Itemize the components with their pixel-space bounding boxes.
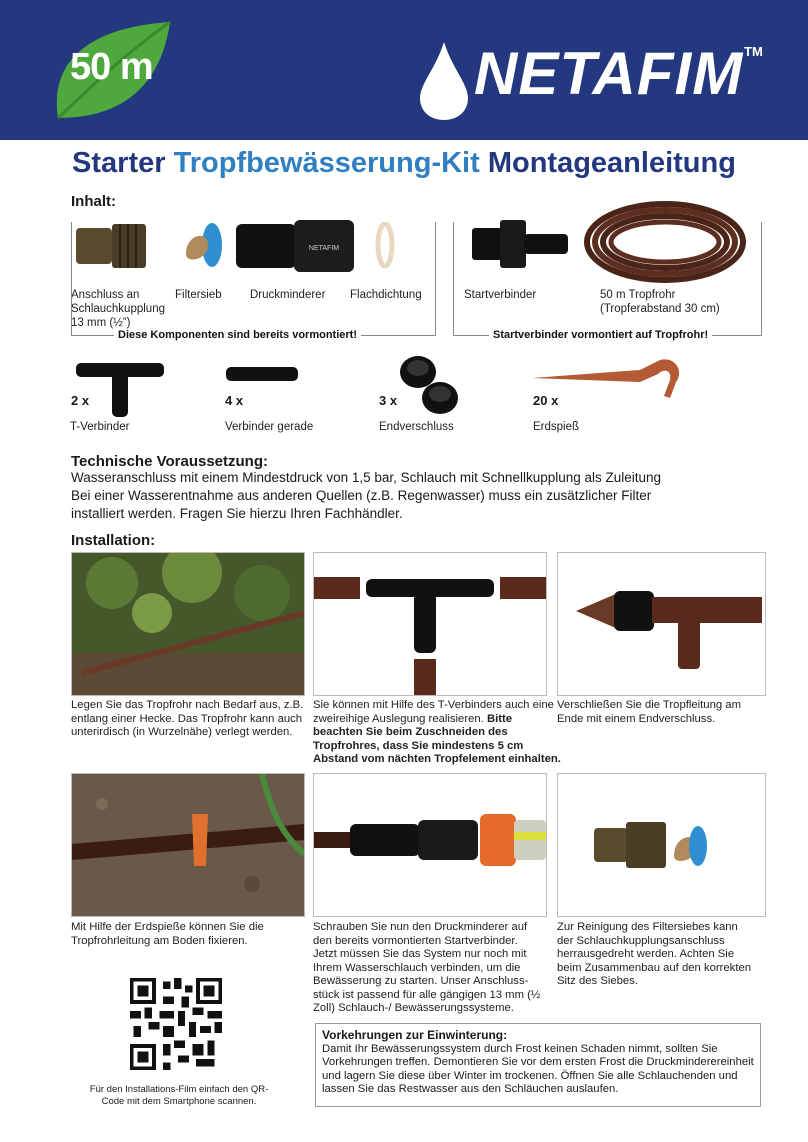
step-photo-hedge (71, 552, 305, 696)
step-photo-pressure-reducer (313, 773, 547, 917)
winter-text: Damit Ihr Bewässerungssystem durch Frost keinen Schaden nimmt, sollten Sie Vorkehrungen treffen. Demontieren Sie vor dem ersten Frost die Druckminderereinheit und lagern Sie diese über Winter im trockenen. Öffnen Sie alle Schlauchenden und lassen Sie das Restwasser aus den Schläuchen auslaufen. (322, 1042, 754, 1095)
length-badge: 50 m (70, 46, 153, 88)
step-caption: Schrauben Sie nun den Druckminderer auf den bereits vormontierten Startverbinder. Jetzt müssen Sie das System nur noch mit Ihrem Wasserschlauch verbinden, um die Bewässerung zu starten. Unser Anschlussstück ist passend für alle gängigen 13 mm (½ Zoll) Schlauch-/ Bewässerungssysteme. (313, 921, 541, 1014)
straight-connector-icon (224, 365, 300, 383)
tech-text: Wasseranschluss mit einem Mindestdruck von 1,5 bar, Schlauch mit Schnellkupplung als Zuleitung Bei einer Wasserentnahme aus anderen Quellen (z.B. Regenwasser) muss ein zusätzlicher Filter installiert werden. Fragen Sie hierzu Ihren Fachhändler. (71, 470, 662, 521)
extra-qty: 3 x (379, 393, 398, 408)
page-title: Starter Tropfbewässerung-Kit Montageanleitung (72, 147, 736, 179)
step-photo-t-connector (313, 552, 547, 696)
trademark: TM (744, 44, 763, 59)
group1-note: Diese Komponenten sind bereits vormontiert! (114, 329, 361, 341)
extra-label: Erdspieß (533, 421, 580, 433)
item-label: Flachdichtung (350, 289, 422, 301)
water-drop-icon (418, 40, 470, 122)
brand-logo: NETAFIM (474, 40, 744, 107)
contents-heading: Inhalt: (71, 193, 116, 210)
step-caption: Mit Hilfe der Erdspieße können Sie die Tropfrohrleitung am Boden fixieren. (71, 921, 264, 947)
item-label: Anschluss an Schlauchkupplung 13 mm (½”) (71, 289, 165, 329)
extra-label: Endverschluss (379, 421, 454, 433)
step-photo-ground-stake (71, 773, 305, 917)
step-caption: Sie können mit Hilfe des T-Verbinders auch eine zweireihige Auslegung realisieren. Bitte beachten Sie beim Zuschneiden des Tropfrohres, dass Sie mindestens 5 cm Abstand vom nächten Tropfelement einhalten. (313, 699, 561, 765)
extra-qty: 20 x (533, 393, 559, 408)
group2-note: Startverbinder vormontiert auf Tropfrohr! (489, 329, 712, 341)
qr-caption: Für den Installations-Film einfach den QR-Code mit dem Smartphone scannen. (89, 1084, 269, 1107)
t-connector-icon (74, 355, 166, 419)
extra-label: Verbinder gerade (225, 421, 314, 433)
extra-qty: 4 x (225, 393, 244, 408)
installation-heading: Installation: (71, 532, 156, 549)
winter-heading: Vorkehrungen zur Einwinterung: (322, 1028, 508, 1042)
item-label: Druckminderer (250, 289, 326, 301)
extra-label: T-Verbinder (70, 421, 130, 433)
tech-heading: Technische Voraussetzung: (71, 453, 268, 470)
item-label: Startverbinder (464, 289, 537, 301)
extra-qty: 2 x (71, 393, 90, 408)
step-photo-end-cap (557, 552, 766, 696)
step-caption: Verschließen Sie die Tropfleitung am Ende mit einem Endverschluss. (557, 699, 741, 725)
end-cap-icon (396, 352, 466, 420)
winter-box (315, 1023, 761, 1107)
step-caption: Legen Sie das Tropfrohr nach Bedarf aus, z.B. entlang einer Hecke. Das Tropfrohr kann auch unterirdisch (in Wurzelnähe) verlegt werden. (71, 699, 304, 738)
item-label: 50 m Tropfrohr (Tropferabstand 30 cm) (600, 289, 720, 315)
step-photo-filter (557, 773, 766, 917)
item-label: Filtersieb (175, 289, 222, 301)
header-banner (0, 0, 808, 140)
svg-text:NETAFIM: NETAFIM (308, 245, 340, 252)
group1-bracket (71, 222, 436, 336)
qr-code-icon[interactable] (130, 978, 222, 1070)
step-caption: Zur Reinigung des Filtersiebes kann der Schlauchkupplungsanschluss herrausgedreht werden. Achten Sie beim Zusammenbau auf den korrekten Sitz des Siebes. (557, 921, 752, 987)
group2-bracket (453, 222, 762, 336)
